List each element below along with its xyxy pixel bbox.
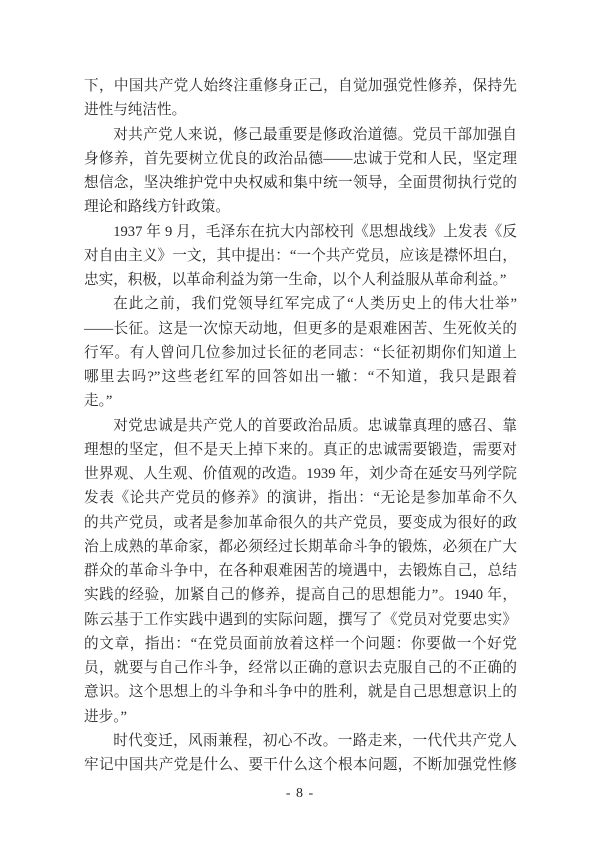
text-line: 1937 年 9 月，毛泽东在抗大内部校刊《思想战线》上发表《反	[113, 223, 517, 240]
text-line: 实践的经验，加紧自己的修养，提高自己的思想能力”。1940 年，	[84, 587, 517, 604]
text-line: 下，中国共产党人始终注重修身正己，自觉加强党性修养，保持先	[84, 78, 517, 94]
text-line: 员，就要与自己作斗争，经常以正确的意识去克服自己的不正确的	[84, 660, 517, 676]
text-line: 进性与纯洁性。	[84, 102, 187, 119]
paragraph	[84, 292, 517, 413]
text-block	[84, 74, 517, 777]
text-line: 的共产党员，或者是参加革命很久的共产党员，要变成为很好的政	[84, 514, 517, 531]
text-line: 理想的坚定，但不是天上掉下来的。真正的忠诚需要锻造，需要对	[84, 441, 517, 458]
text-line: 对共产党人来说，修己最重要是修政治道德。党员干部加强自	[113, 126, 517, 143]
text-line: 哪里去吗?”这些老红军的回答如出一辙：“不知道，我只是跟着	[84, 369, 517, 385]
text-line: 理论和路线方针政策。	[84, 199, 230, 216]
paragraph	[84, 414, 517, 729]
text-line: 在此之前，我们党领导红军完成了“人类历史上的伟大壮举”	[113, 296, 517, 313]
text-line: 陈云基于工作实践中遇到的实际问题，撰写了《党员对党要忠实》	[84, 611, 517, 628]
paragraph	[84, 74, 517, 123]
text-line: 群众的革命斗争中，在各种艰难困苦的境遇中，去锻炼自己，总结	[84, 563, 517, 579]
text-line: 发表《论共产党员的修养》的演讲，指出：“无论是参加革命不久	[84, 490, 517, 507]
paragraph	[84, 220, 517, 293]
text-line: 牢记中国共产党是什么、要干什么这个根本问题，不断加强党性修	[84, 757, 517, 773]
text-line: 想信念，坚决维护党中央权威和集中统一领导，全面贯彻执行党的	[84, 175, 517, 191]
text-line: 治上成熟的革命家，都必须经过长期革命斗争的锻炼，必须在广大	[84, 538, 517, 555]
text-line: 对自由主义》一文，其中提出：“一个共产党员，应该是襟怀坦白，	[84, 247, 517, 264]
text-line: 世界观、人生观、价值观的改造。1939 年，刘少奇在延安马列学院	[84, 466, 517, 482]
text-line: 走。”	[84, 393, 113, 410]
text-line: 时代变迁，风雨兼程，初心不改。一路走来，一代代共产党人	[113, 732, 517, 749]
text-line: 进步。”	[84, 708, 127, 725]
text-line: 意识。这个思想上的斗争和斗争中的胜利，就是自己思想意识上的	[84, 684, 517, 701]
text-line: 忠实，积极，以革命利益为第一生命，以个人利益服从革命利益。”	[84, 272, 507, 288]
text-line: 对党忠诚是共产党人的首要政治品质。忠诚靠真理的感召、靠	[113, 417, 517, 434]
text-line: 行军。有人曾问几位参加过长征的老同志：“长征初期你们知道上	[84, 344, 517, 361]
paragraph	[84, 729, 517, 778]
text-line: 的文章，指出：“在党员面前放着这样一个问题：你要做一个好党	[84, 635, 517, 652]
text-line: 身修养，首先要树立优良的政治品德——忠诚于党和人民，坚定理	[84, 150, 517, 167]
paragraph	[84, 123, 517, 220]
text-line: ——长征。这是一次惊天动地，但更多的是艰难困苦、生死攸关的	[84, 320, 517, 337]
page-number: - 8 -	[285, 786, 315, 801]
